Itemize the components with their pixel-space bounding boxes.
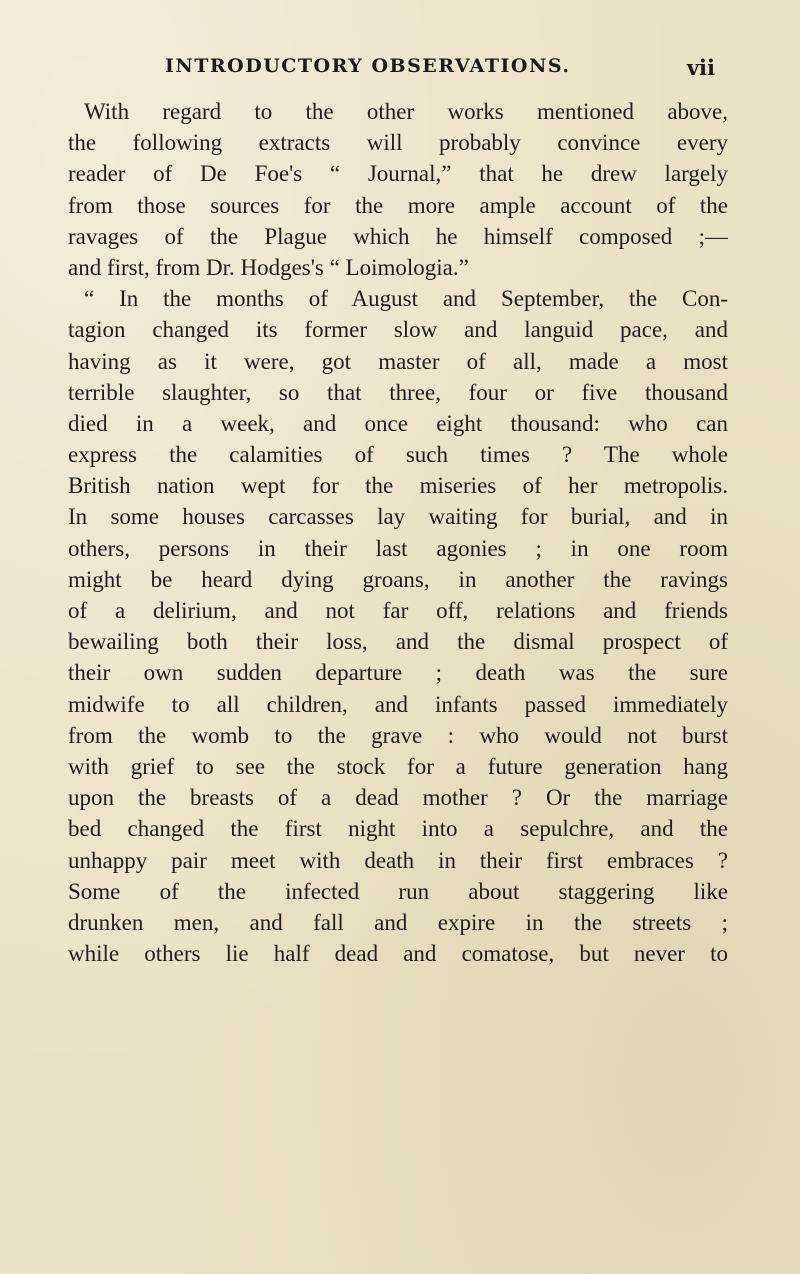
text-line: unhappy pair meet with death in their first embraces ? [68, 847, 728, 873]
text-line: reader of De Foe's “ Journal,” that he drew largely [68, 161, 728, 187]
page-number: vii [686, 55, 715, 80]
text-line: midwife to all children, and infants passed immediately [68, 691, 728, 717]
body-text [68, 96, 728, 969]
text-line: tagion changed its former slow and languid pace, and [68, 317, 728, 343]
text-line: the following extracts will probably convince every [68, 130, 728, 156]
text-line: ravages of the Plague which he himself composed ;— [68, 223, 728, 249]
text-line: while others lie half dead and comatose, but never to [68, 941, 728, 967]
text-line: others, persons in their last agonies ; in one room [68, 535, 728, 561]
text-line: With regard to the other works mentioned above, [84, 99, 728, 124]
text-line: their own sudden departure ; death was the sure [68, 660, 728, 686]
text-line: and first, from Dr. Hodges's “ Loimologia.” [68, 254, 469, 280]
text-line: “ In the months of August and September, the Con- [84, 286, 728, 312]
text-line: of a delirium, and not far off, relations and friends [68, 598, 728, 623]
text-line: having as it were, got master of all, made a most [68, 348, 728, 374]
text-line: bed changed the first night into a sepulchre, and the [68, 816, 728, 842]
text-line: drunken men, and fall and expire in the streets ; [68, 909, 728, 935]
text-line: with grief to see the stock for a future generation hang [68, 753, 728, 779]
text-line: from the womb to the grave : who would not burst [68, 722, 728, 748]
text-line: In some houses carcasses lay waiting for burial, and in [68, 504, 728, 530]
text-line: express the calamities of such times ? The whole [68, 442, 728, 468]
text-line: terrible slaughter, so that three, four or five thousand [68, 379, 728, 405]
running-head: INTRODUCTORY OBSERVATIONS. [165, 55, 571, 77]
text-line: upon the breasts of a dead mother ? Or the marriage [68, 785, 728, 811]
page-header [140, 55, 715, 85]
text-line: from those sources for the more ample account of the [68, 192, 728, 218]
text-line: bewailing both their loss, and the dismal prospect of [68, 629, 728, 655]
text-line: British nation wept for the miseries of her metropolis. [68, 473, 728, 499]
text-line: might be heard dying groans, in another the ravings [68, 566, 728, 592]
text-line: Some of the infected run about staggering like [68, 878, 728, 904]
text-line: died in a week, and once eight thousand: who can [68, 410, 728, 436]
